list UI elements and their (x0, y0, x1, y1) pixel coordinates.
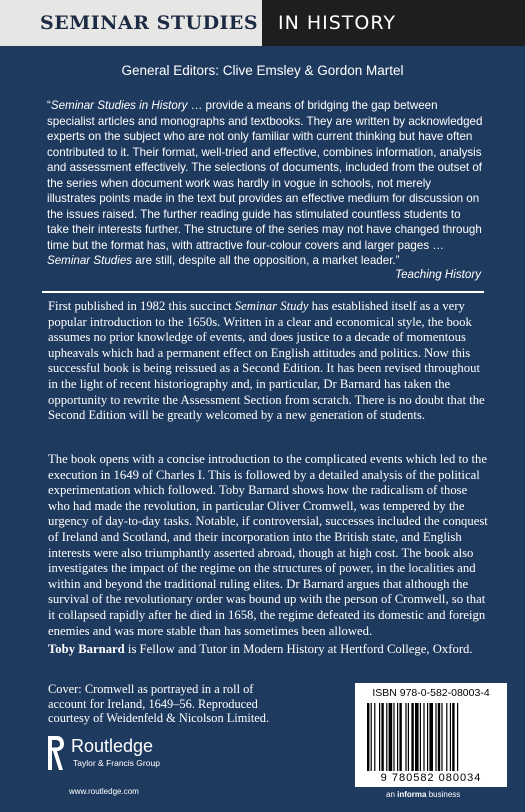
barcode-digits: 9 780582 080034 (380, 772, 482, 784)
author-name: Toby Barnard (48, 642, 125, 656)
quote-open-mark: “ (47, 99, 51, 112)
author-bio (48, 642, 488, 658)
routledge-r-icon (46, 734, 66, 772)
barcode-icon (365, 703, 497, 771)
author-bio-text: is Fellow and Tutor in Modern History at Hertford College, Oxford. (124, 642, 473, 656)
publisher-url: www.routledge.com (69, 787, 139, 796)
routledge-logo (46, 734, 246, 784)
general-editors: General Editors: Clive Emsley & Gordon Martel (121, 63, 404, 78)
quote-source: Teaching History (395, 268, 481, 281)
cover-credit: Cover: Cromwell as portrayed in a roll of account for Ireland, 1649–56. Reproduced courtesy of Weidenfeld & Nicolson Limited. (48, 682, 270, 726)
quote-series-name: Seminar Studies in History (50, 99, 188, 112)
quote-series-name-2: Seminar Studies (47, 254, 133, 267)
blurb-p1-emphasis: Seminar Study (234, 299, 309, 313)
isbn-label: ISBN 978-0-582-08003-4 (372, 687, 490, 699)
blurb-paragraph-1 (48, 299, 488, 424)
blurb-p1-text-a: First published in 1982 this succinct (48, 299, 235, 313)
publisher-group: Taylor & Francis Group (73, 758, 160, 768)
informa-pre: an (386, 790, 398, 799)
series-title-part1: SEMINAR STUDIES (0, 0, 262, 46)
blurb-paragraph-2: The book opens with a concise introduction to the complicated events which led to the execution in 1649 of Charles I. This is followed by a detailed analysis of the political experimentation which followed. Toby Barnard shows how the radicalism of those who had made the revolution, in particular Oliver Cromwell, was tempered by the urgency of day-to-day tasks. Notable, if controversial, successes included the conquest of Ireland and Scotland, and their incorporation into the British state, and English interests were also triumphantly asserted abroad, though at high cost. The book also investigates the impact of the regime on the structures of power, in the localities and within and beyond the traditional ruling elites. Dr Barnard argues that although the survival of the revolutionary order was bound up with the person of Cromwell, so that it collapsed rapidly after he died in 1658, the regime defeated its domestic and foreign enemies and was more stable than has sometimes been allowed. (48, 452, 488, 638)
review-quote (47, 98, 483, 269)
section-divider (42, 291, 484, 293)
informa-business (386, 790, 460, 799)
isbn-barcode-box (355, 683, 507, 787)
quote-text-b: are still, despite all the opposition, a market leader.” (132, 254, 400, 267)
quote-text-a: … provide a means of bridging the gap between specialist articles and monographs and textbooks. They are written by acknowledged experts on the subject who are not only familiar with current thinking but have often contributed to it. Their format, well-tried and effective, combines information, analysis and assessment effectively. The selections of documents, included from the outset of the series when document work was hardly in vogue in schools, not merely illustrates points made in the text but provides an effective medium for discussion on the issues raised. The further reading guide has stimulated countless students to take their interests further. The structure of the series may not have changed through time but the format has, with attractive four-colour covers and larger pages … (47, 99, 483, 252)
publisher-name: Routledge (71, 736, 154, 756)
series-header (0, 0, 525, 46)
blurb-p1-text-b: has established itself as a very popular introduction to the 1650s. Written in a clear and economical style, the book assumes no prior knowledge of events, and does justice to a decade of momentous upheavals which had a permanent effect on English attitudes and politics. Now this successful book is being reissued as a Second Edition. It has been revised throughout in the light of recent historiography and, in particular, Dr Barnard has taken the opportunity to rewrite the Assessment Section from scratch. There is no doubt that the Second Edition will be greatly welcomed by a new generation of students. (48, 299, 485, 423)
series-title-part2: IN HISTORY (262, 0, 525, 46)
informa-brand: informa (397, 790, 427, 799)
informa-post: business (426, 790, 461, 799)
